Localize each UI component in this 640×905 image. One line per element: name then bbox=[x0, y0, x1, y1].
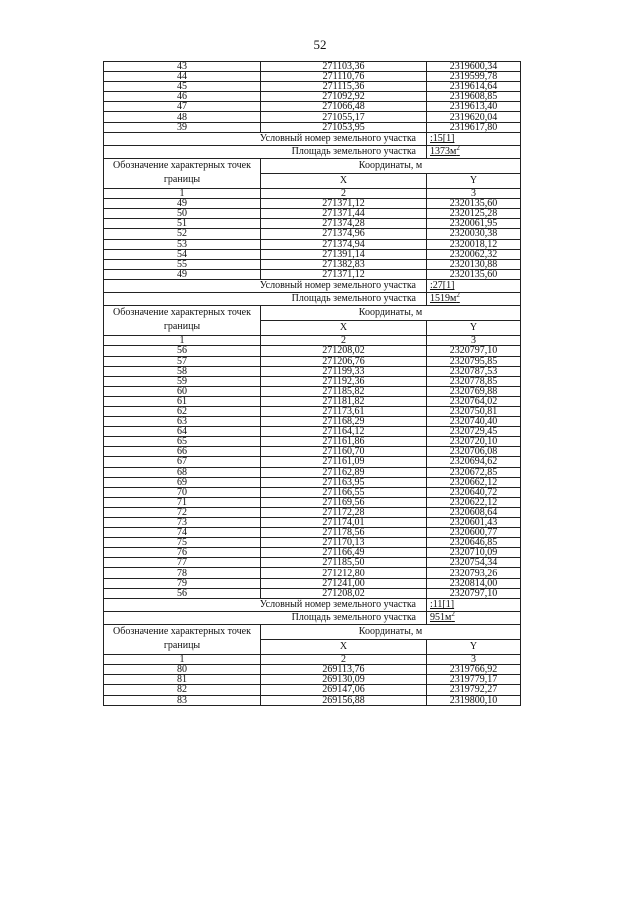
coord-x: 271053,95 bbox=[261, 122, 427, 132]
table-row bbox=[104, 497, 521, 507]
coord-x: 271174,01 bbox=[261, 518, 427, 528]
point-id: 66 bbox=[104, 447, 261, 457]
coord-x: 271110,76 bbox=[261, 72, 427, 82]
point-id: 67 bbox=[104, 457, 261, 467]
parcel-area bbox=[430, 612, 455, 623]
coord-x: 269156,88 bbox=[261, 695, 427, 705]
table-row bbox=[104, 427, 521, 437]
coord-y: 2320787,53 bbox=[427, 366, 521, 376]
coord-x: 269113,76 bbox=[261, 665, 427, 675]
parcel-number-value bbox=[427, 132, 521, 145]
parcel-number-row bbox=[104, 132, 521, 145]
point-id: 58 bbox=[104, 366, 261, 376]
point-id: 53 bbox=[104, 239, 261, 249]
parcel-area-number: 1373 bbox=[430, 146, 450, 158]
coord-x: 271160,70 bbox=[261, 447, 427, 457]
column-number: 3 bbox=[427, 654, 521, 665]
header-y: Y bbox=[427, 173, 521, 188]
coord-x: 271371,12 bbox=[261, 269, 427, 279]
parcel-area-value bbox=[427, 611, 521, 624]
coord-y: 2320125,28 bbox=[427, 209, 521, 219]
table-row bbox=[104, 528, 521, 538]
point-id: 76 bbox=[104, 548, 261, 558]
coord-y: 2320750,81 bbox=[427, 406, 521, 416]
coord-y: 2320720,10 bbox=[427, 437, 521, 447]
parcel-number-label bbox=[104, 279, 427, 292]
table-row bbox=[104, 366, 521, 376]
point-id: 56 bbox=[104, 346, 261, 356]
point-id: 62 bbox=[104, 406, 261, 416]
column-number: 2 bbox=[261, 188, 427, 199]
coord-y: 2320672,85 bbox=[427, 467, 521, 477]
table-row bbox=[104, 578, 521, 588]
point-id: 43 bbox=[104, 62, 261, 72]
coord-y: 2319599,78 bbox=[427, 72, 521, 82]
parcel-area-unit-sup: 2 bbox=[456, 145, 460, 153]
parcel-area-label bbox=[104, 611, 427, 624]
coord-x: 271241,00 bbox=[261, 578, 427, 588]
coord-x: 271199,33 bbox=[261, 366, 427, 376]
parcel-area bbox=[430, 293, 460, 304]
table-row bbox=[104, 346, 521, 356]
point-id: 83 bbox=[104, 695, 261, 705]
coord-y: 2320729,45 bbox=[427, 427, 521, 437]
coord-x: 269130,09 bbox=[261, 675, 427, 685]
column-number-row bbox=[104, 188, 521, 199]
coord-x: 271103,36 bbox=[261, 62, 427, 72]
parcel-area-row bbox=[104, 292, 521, 305]
parcel-area-number: 951 bbox=[430, 612, 445, 624]
table-row bbox=[104, 406, 521, 416]
header-coordinates: Координаты, м bbox=[261, 158, 521, 173]
point-id: 63 bbox=[104, 417, 261, 427]
table-row bbox=[104, 447, 521, 457]
table-row bbox=[104, 122, 521, 132]
coord-x: 271208,02 bbox=[261, 346, 427, 356]
table-row bbox=[104, 665, 521, 675]
coord-y: 2320062,32 bbox=[427, 249, 521, 259]
column-number: 2 bbox=[261, 335, 427, 346]
coord-x: 271172,28 bbox=[261, 507, 427, 517]
coord-x: 271170,13 bbox=[261, 538, 427, 548]
coord-y: 2319600,34 bbox=[427, 62, 521, 72]
coord-y: 2320793,26 bbox=[427, 568, 521, 578]
coord-y: 2319613,40 bbox=[427, 102, 521, 112]
coord-x: 271374,96 bbox=[261, 229, 427, 239]
parcel-number-label-text: Условный номер земельного участка bbox=[259, 133, 416, 145]
coord-y: 2320754,34 bbox=[427, 558, 521, 568]
point-id: 64 bbox=[104, 427, 261, 437]
point-id: 51 bbox=[104, 219, 261, 229]
coord-x: 271181,82 bbox=[261, 396, 427, 406]
parcel-area-value bbox=[427, 145, 521, 158]
point-id: 45 bbox=[104, 82, 261, 92]
table-row bbox=[104, 417, 521, 427]
point-id: 69 bbox=[104, 477, 261, 487]
coord-y: 2319779,17 bbox=[427, 675, 521, 685]
coord-y: 2320769,88 bbox=[427, 386, 521, 396]
header-x: X bbox=[261, 320, 427, 335]
coord-x: 271166,55 bbox=[261, 487, 427, 497]
parcel-number-label-text: Условный номер земельного участка bbox=[259, 599, 416, 611]
point-id: 61 bbox=[104, 396, 261, 406]
point-id: 73 bbox=[104, 518, 261, 528]
coord-x: 271066,48 bbox=[261, 102, 427, 112]
point-id: 49 bbox=[104, 269, 261, 279]
coord-x: 269147,06 bbox=[261, 685, 427, 695]
coord-x: 271164,12 bbox=[261, 427, 427, 437]
parcel-area-row bbox=[104, 145, 521, 158]
coord-y: 2319608,85 bbox=[427, 92, 521, 102]
coord-y: 2320706,08 bbox=[427, 447, 521, 457]
table-header-row bbox=[104, 158, 521, 173]
coord-x: 271169,56 bbox=[261, 497, 427, 507]
coord-y: 2320778,85 bbox=[427, 376, 521, 386]
point-id: 68 bbox=[104, 467, 261, 477]
coord-x: 271161,09 bbox=[261, 457, 427, 467]
table-row bbox=[104, 507, 521, 517]
table-row bbox=[104, 219, 521, 229]
coord-x: 271168,29 bbox=[261, 417, 427, 427]
table-row bbox=[104, 249, 521, 259]
coord-x: 271055,17 bbox=[261, 112, 427, 122]
coord-y: 2320601,43 bbox=[427, 518, 521, 528]
column-number-row bbox=[104, 654, 521, 665]
table-header-row bbox=[104, 624, 521, 639]
table-row bbox=[104, 568, 521, 578]
header-point-col: Обозначение характерных точек границы bbox=[104, 305, 261, 335]
table-row bbox=[104, 356, 521, 366]
point-id: 70 bbox=[104, 487, 261, 497]
coord-x: 271115,36 bbox=[261, 82, 427, 92]
table-row bbox=[104, 538, 521, 548]
coord-y: 2320710,09 bbox=[427, 548, 521, 558]
header-x: X bbox=[261, 173, 427, 188]
parcel-area-label-text: Площадь земельного участка bbox=[291, 612, 416, 624]
parcel-number-label bbox=[104, 132, 427, 145]
parcel-number-row bbox=[104, 279, 521, 292]
parcel-area-unit: м bbox=[450, 146, 457, 158]
parcel-number-label-text: Условный номер земельного участка bbox=[259, 280, 416, 292]
coord-x: 271206,76 bbox=[261, 356, 427, 366]
header-y: Y bbox=[427, 639, 521, 654]
point-id: 52 bbox=[104, 229, 261, 239]
coord-x: 271178,56 bbox=[261, 528, 427, 538]
point-id: 57 bbox=[104, 356, 261, 366]
parcel-number-value bbox=[427, 279, 521, 292]
parcel-number-value bbox=[427, 598, 521, 611]
coord-y: 2320662,12 bbox=[427, 477, 521, 487]
coord-y: 2320061,95 bbox=[427, 219, 521, 229]
point-id: 78 bbox=[104, 568, 261, 578]
coord-y: 2320018,12 bbox=[427, 239, 521, 249]
point-id: 50 bbox=[104, 209, 261, 219]
coord-x: 271371,44 bbox=[261, 209, 427, 219]
parcel-area-number: 1519 bbox=[430, 293, 450, 305]
point-id: 49 bbox=[104, 199, 261, 209]
table-row bbox=[104, 259, 521, 269]
parcel-area-unit-sup: 2 bbox=[451, 611, 455, 619]
point-id: 81 bbox=[104, 675, 261, 685]
parcel-area-unit: м bbox=[445, 612, 452, 624]
coord-y: 2320640,72 bbox=[427, 487, 521, 497]
page-number: 52 bbox=[313, 37, 327, 52]
parcel-area bbox=[430, 146, 460, 157]
point-id: 75 bbox=[104, 538, 261, 548]
point-id: 56 bbox=[104, 588, 261, 598]
table-row bbox=[104, 72, 521, 82]
column-number: 1 bbox=[104, 335, 261, 346]
point-id: 72 bbox=[104, 507, 261, 517]
coord-x: 271163,95 bbox=[261, 477, 427, 487]
column-number: 1 bbox=[104, 654, 261, 665]
coord-y: 2320622,12 bbox=[427, 497, 521, 507]
table-row bbox=[104, 62, 521, 72]
coord-x: 271161,86 bbox=[261, 437, 427, 447]
table-row bbox=[104, 269, 521, 279]
coord-y: 2320608,64 bbox=[427, 507, 521, 517]
header-coordinates: Координаты, м bbox=[261, 624, 521, 639]
parcel-number: :11[1] bbox=[430, 599, 455, 611]
point-id: 47 bbox=[104, 102, 261, 112]
parcel-area-row bbox=[104, 611, 521, 624]
point-id: 59 bbox=[104, 376, 261, 386]
coord-y: 2319614,64 bbox=[427, 82, 521, 92]
parcel-area-unit-sup: 2 bbox=[456, 292, 460, 300]
coord-y: 2320600,77 bbox=[427, 528, 521, 538]
table-row bbox=[104, 239, 521, 249]
table-row bbox=[104, 457, 521, 467]
parcel-number: :27[1] bbox=[430, 280, 455, 292]
table-header-row bbox=[104, 305, 521, 320]
coord-y: 2320797,10 bbox=[427, 588, 521, 598]
table-row bbox=[104, 695, 521, 705]
column-number: 2 bbox=[261, 654, 427, 665]
coord-y: 2320135,60 bbox=[427, 269, 521, 279]
column-number: 3 bbox=[427, 188, 521, 199]
coord-x: 271391,14 bbox=[261, 249, 427, 259]
coord-y: 2320797,10 bbox=[427, 346, 521, 356]
point-id: 79 bbox=[104, 578, 261, 588]
point-id: 71 bbox=[104, 497, 261, 507]
coord-y: 2319617,80 bbox=[427, 122, 521, 132]
column-number-row bbox=[104, 335, 521, 346]
table-row bbox=[104, 558, 521, 568]
column-number: 1 bbox=[104, 188, 261, 199]
point-id: 82 bbox=[104, 685, 261, 695]
coord-x: 271162,89 bbox=[261, 467, 427, 477]
parcel-number-label bbox=[104, 598, 427, 611]
table-row bbox=[104, 487, 521, 497]
point-id: 74 bbox=[104, 528, 261, 538]
coord-x: 271185,82 bbox=[261, 386, 427, 396]
column-number: 3 bbox=[427, 335, 521, 346]
point-id: 48 bbox=[104, 112, 261, 122]
table-row bbox=[104, 102, 521, 112]
table-row bbox=[104, 437, 521, 447]
coord-x: 271166,49 bbox=[261, 548, 427, 558]
parcel-area-label-text: Площадь земельного участка bbox=[291, 293, 416, 305]
table-row bbox=[104, 477, 521, 487]
coord-x: 271208,02 bbox=[261, 588, 427, 598]
point-id: 60 bbox=[104, 386, 261, 396]
parcel-number: :15[1] bbox=[430, 133, 455, 145]
coord-x: 271374,94 bbox=[261, 239, 427, 249]
header-coordinates: Координаты, м bbox=[261, 305, 521, 320]
coord-x: 271212,80 bbox=[261, 568, 427, 578]
table-row bbox=[104, 199, 521, 209]
coord-y: 2320694,62 bbox=[427, 457, 521, 467]
point-id: 46 bbox=[104, 92, 261, 102]
parcel-area-label-text: Площадь земельного участка bbox=[291, 146, 416, 158]
coord-y: 2320646,85 bbox=[427, 538, 521, 548]
coord-y: 2320795,85 bbox=[427, 356, 521, 366]
coord-x: 271192,36 bbox=[261, 376, 427, 386]
point-id: 80 bbox=[104, 665, 261, 675]
coordinates-table bbox=[103, 61, 521, 706]
coord-x: 271382,83 bbox=[261, 259, 427, 269]
coord-y: 2319620,04 bbox=[427, 112, 521, 122]
table-row bbox=[104, 548, 521, 558]
coord-y: 2320740,40 bbox=[427, 417, 521, 427]
point-id: 44 bbox=[104, 72, 261, 82]
parcel-area-value bbox=[427, 292, 521, 305]
table-row bbox=[104, 209, 521, 219]
table-row bbox=[104, 112, 521, 122]
coord-x: 271185,50 bbox=[261, 558, 427, 568]
coord-y: 2320814,00 bbox=[427, 578, 521, 588]
coord-y: 2319792,27 bbox=[427, 685, 521, 695]
header-point-col: Обозначение характерных точек границы bbox=[104, 158, 261, 188]
table-row bbox=[104, 396, 521, 406]
point-id: 77 bbox=[104, 558, 261, 568]
parcel-area-unit: м bbox=[450, 293, 457, 305]
point-id: 65 bbox=[104, 437, 261, 447]
parcel-area-label bbox=[104, 145, 427, 158]
table-row bbox=[104, 588, 521, 598]
table-row bbox=[104, 229, 521, 239]
table-row bbox=[104, 82, 521, 92]
table-row bbox=[104, 518, 521, 528]
header-x: X bbox=[261, 639, 427, 654]
header-point-col: Обозначение характерных точек границы bbox=[104, 624, 261, 654]
table-row bbox=[104, 685, 521, 695]
coord-x: 271173,61 bbox=[261, 406, 427, 416]
parcel-area-label bbox=[104, 292, 427, 305]
point-id: 55 bbox=[104, 259, 261, 269]
coord-y: 2320030,38 bbox=[427, 229, 521, 239]
table-row bbox=[104, 467, 521, 477]
coord-y: 2320135,60 bbox=[427, 199, 521, 209]
coord-y: 2320764,02 bbox=[427, 396, 521, 406]
header-y: Y bbox=[427, 320, 521, 335]
table-row bbox=[104, 376, 521, 386]
coord-x: 271371,12 bbox=[261, 199, 427, 209]
table-row bbox=[104, 675, 521, 685]
coord-y: 2320130,88 bbox=[427, 259, 521, 269]
coord-x: 271092,92 bbox=[261, 92, 427, 102]
point-id: 54 bbox=[104, 249, 261, 259]
table-row bbox=[104, 386, 521, 396]
table-row bbox=[104, 92, 521, 102]
point-id: 39 bbox=[104, 122, 261, 132]
coord-x: 271374,28 bbox=[261, 219, 427, 229]
parcel-number-row bbox=[104, 598, 521, 611]
coord-y: 2319766,92 bbox=[427, 665, 521, 675]
coord-y: 2319800,10 bbox=[427, 695, 521, 705]
